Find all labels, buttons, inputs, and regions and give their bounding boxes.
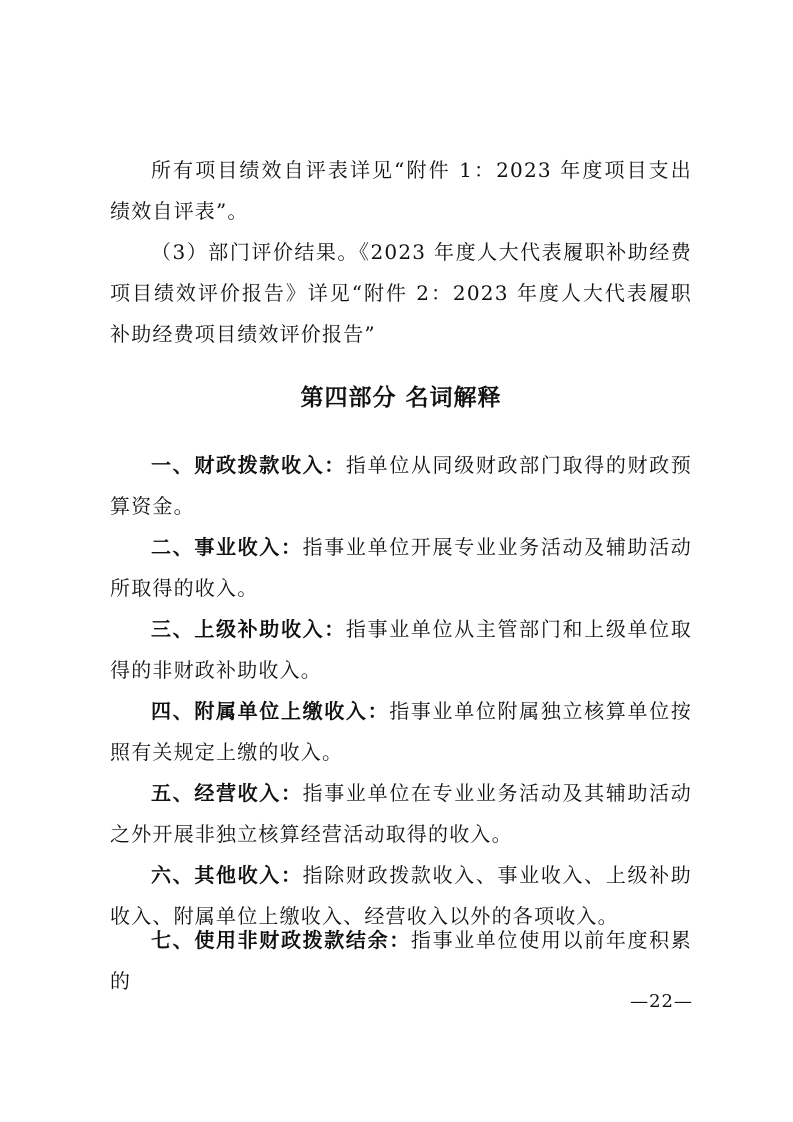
- definition-text: 指事业单位在专业业务活动及其辅助活动之外开展非独立核算经营活动取得的收入。: [110, 781, 692, 846]
- definition-item: [110, 691, 692, 773]
- definition-term: 七、使用非财政拨款结余：: [151, 928, 411, 952]
- definition-text: 指单位从同级财政部门取得的财政预算资金。: [110, 453, 692, 518]
- intro-text-2: （3）部门评价结果。《2023 年度人大代表履职补助经费项目绩效评价报告》详见“附件 2：2023 年度人大代表履职补助经费项目绩效评价报告”: [110, 240, 692, 346]
- definition-item: [110, 773, 692, 855]
- section-title: 第四部分 名词解释: [300, 385, 502, 411]
- definition-text: 指事业单位使用以前年度积累的: [110, 928, 692, 993]
- definition-term: 六、其他收入：: [151, 863, 303, 887]
- intro-text-1: 所有项目绩效自评表详见“附件 1：2023 年度项目支出绩效自评表”。: [110, 158, 692, 223]
- definition-term: 四、附属单位上缴收入：: [151, 699, 390, 723]
- definition-item: [110, 527, 692, 609]
- definition-text: 指事业单位从主管部门和上级单位取得的非财政补助收入。: [110, 617, 692, 682]
- definition-text: 指事业单位附属独立核算单位按照有关规定上缴的收入。: [110, 699, 692, 764]
- page-number: —22—: [630, 991, 693, 1012]
- definition-item: [110, 445, 692, 527]
- definition-term: 三、上级补助收入：: [151, 617, 346, 641]
- intro-paragraph-2: [110, 232, 692, 355]
- definition-term: 一、财政拨款收入：: [151, 453, 346, 477]
- definition-term: 五、经营收入：: [151, 781, 303, 805]
- definition-text: 指除财政拨款收入、事业收入、上级补助收入、附属单位上缴收入、经营收入以外的各项收入。: [110, 863, 692, 928]
- definition-term: 二、事业收入：: [151, 535, 303, 559]
- definition-item: [110, 920, 692, 1002]
- definition-item: [110, 609, 692, 691]
- intro-paragraph-1: [110, 150, 692, 232]
- definition-text: 指事业单位开展专业业务活动及辅助活动所取得的收入。: [110, 535, 692, 600]
